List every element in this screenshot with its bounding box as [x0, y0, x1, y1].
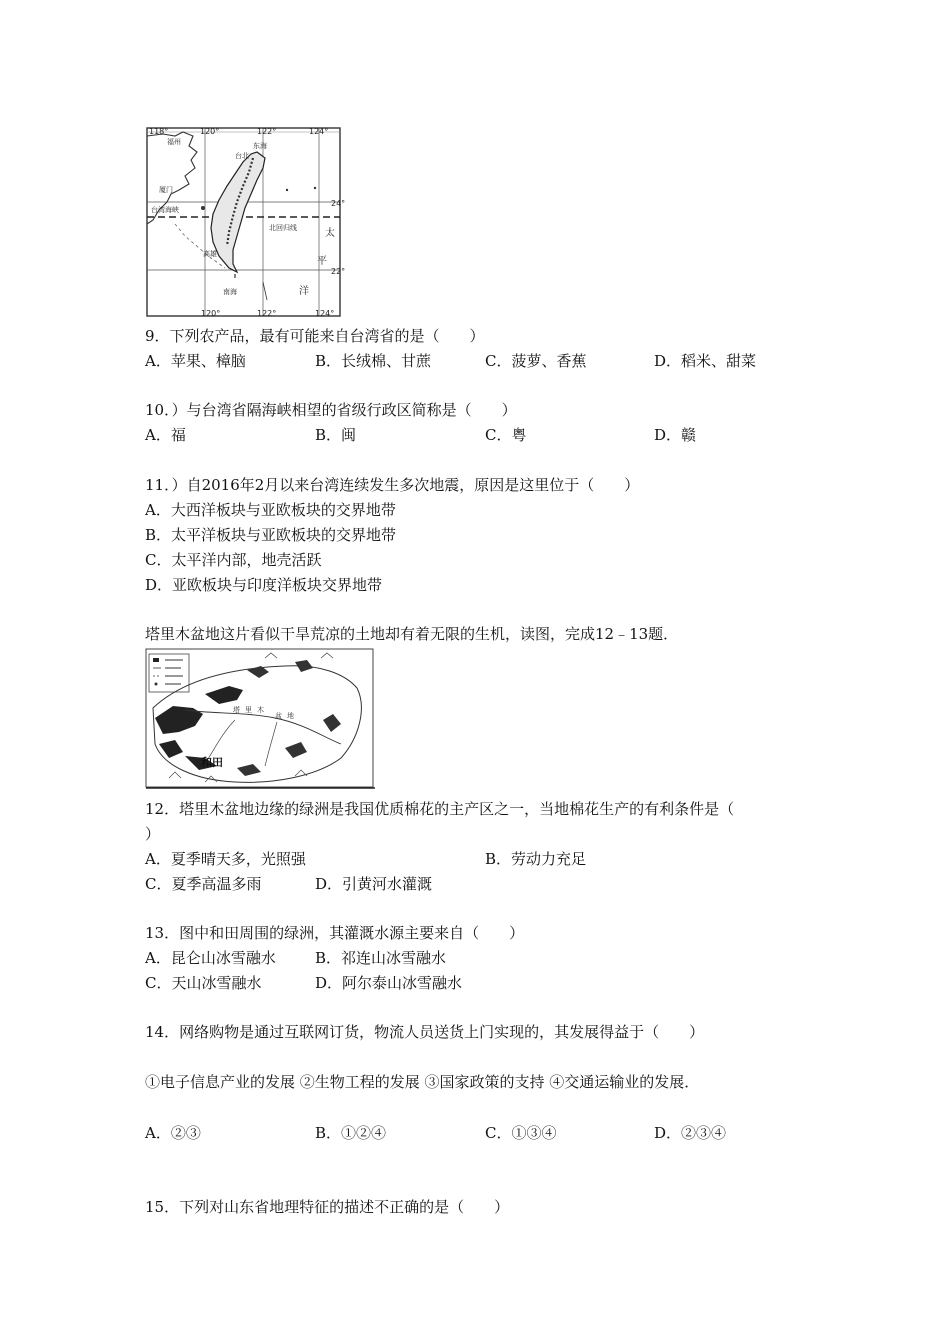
q9-option-d[interactable]: D．稻米、甜菜	[654, 352, 757, 370]
q13-option-a[interactable]: A．昆仑山冰雪融水	[145, 949, 276, 967]
q10-option-d[interactable]: D．赣	[654, 426, 697, 444]
label-pacific-2: 平	[317, 256, 327, 267]
q14-items: ①电子信息产业的发展 ②生物工程的发展 ③国家政策的支持 ④交通运输业的发展．	[145, 1073, 700, 1091]
label-pacific-1: 太	[325, 228, 335, 239]
label-gaoxiong: 高雄	[203, 250, 217, 258]
q11-option-b[interactable]: B．太平洋板块与亚欧板块的交界地带	[145, 526, 397, 544]
tarim-basin-figure	[145, 648, 375, 790]
q14-option-a[interactable]: A．②③	[145, 1124, 201, 1142]
q14-option-b[interactable]: B．①②④	[315, 1124, 387, 1142]
label-pacific-3: 洋	[299, 286, 309, 297]
q12-option-c[interactable]: C．夏季高温多雨	[145, 875, 262, 893]
lon-tick-120: 120°	[200, 127, 220, 136]
tarim-river	[185, 710, 341, 744]
q13-option-b[interactable]: B．祁连山冰雪融水	[315, 949, 447, 967]
lat-tick-22: 22°	[331, 267, 345, 276]
map2-label-hotan: 和田	[201, 756, 223, 769]
lat-tick-24: 24°	[331, 199, 345, 208]
q9-option-b[interactable]: B．长绒棉、甘蔗	[315, 352, 432, 370]
map2-basin-char-3: 木	[257, 706, 264, 714]
q12-option-b[interactable]: B．劳动力充足	[485, 850, 587, 868]
label-xiamen: 厦门	[159, 186, 173, 194]
q14-option-d[interactable]: D．②③④	[654, 1124, 727, 1142]
label-taipei: 台北	[235, 152, 249, 160]
q11-stem: 11．）自2016年2月以来台湾连续发生多次地震，原因是这里位于（ ）	[145, 476, 640, 494]
q9-option-a[interactable]: A．苹果、樟脑	[145, 352, 246, 370]
q11-option-d[interactable]: D．亚欧板块与印度洋板块交界地带	[145, 576, 383, 594]
lon-tick-120-bottom: 120°	[201, 309, 221, 318]
q12-stem-line2: ）	[145, 825, 161, 843]
lon-tick-118: 118°	[149, 127, 169, 136]
q12-option-d[interactable]: D．引黄河水灌溉	[315, 875, 433, 893]
q14-option-c[interactable]: C．①③④	[485, 1124, 557, 1142]
taiwan-island	[211, 152, 265, 272]
map2-basin-char-5: 地	[287, 712, 294, 720]
q10-option-b[interactable]: B．闽	[315, 426, 357, 444]
taiwan-map-figure	[145, 124, 345, 320]
map2-basin-char-4: 盆	[275, 712, 282, 720]
q13-option-c[interactable]: C．天山冰雪融水	[145, 974, 262, 992]
label-south-sea: 南海	[223, 288, 237, 296]
q13-stem: 13．图中和田周围的绿洲，其灌溉水源主要来自（ ）	[145, 924, 525, 942]
tarim-basin-map	[145, 648, 375, 790]
penghu-islands	[201, 206, 205, 210]
q10-option-c[interactable]: C．粤	[485, 426, 527, 444]
oasis-west	[155, 706, 203, 734]
lon-tick-124-bottom: 124°	[315, 309, 335, 318]
q11-option-c[interactable]: C．太平洋内部，地壳活跃	[145, 551, 322, 569]
map2-basin-char-2: 里	[245, 706, 252, 714]
oasis-aksu	[205, 686, 243, 704]
q9-stem: 9．下列农产品，最有可能来自台湾省的是（ ）	[145, 327, 485, 345]
label-tropic: 北回归线	[269, 224, 297, 232]
q10-stem: 10．）与台湾省隔海峡相望的省级行政区简称是（ ）	[145, 401, 517, 419]
taiwan-map	[145, 124, 345, 320]
q11-option-a[interactable]: A．大西洋板块与亚欧板块的交界地带	[145, 501, 396, 519]
lon-tick-122-bottom: 122°	[257, 309, 277, 318]
label-east-sea: 东海	[253, 142, 267, 150]
label-fuzhou: 福州	[167, 138, 181, 146]
q9-option-c[interactable]: C．菠萝、香蕉	[485, 352, 587, 370]
q15-stem: 15．下列对山东省地理特征的描述不正确的是（ ）	[145, 1198, 510, 1216]
lon-tick-124: 124°	[309, 127, 329, 136]
q12-stem-line1: 12．塔里木盆地边缘的绿洲是我国优质棉花的主产区之一，当地棉花生产的有利条件是（	[145, 800, 735, 818]
q10-option-a[interactable]: A．福	[145, 426, 186, 444]
q14-stem: 14．网络购物是通过互联网订货，物流人员送货上门实现的，其发展得益于（ ）	[145, 1023, 705, 1041]
q12-option-a[interactable]: A．夏季晴天多，光照强	[145, 850, 306, 868]
intro-12-13: 塔里木盆地这片看似干旱荒凉的土地却有着无限的生机，读图，完成12﹣13题．	[145, 625, 679, 643]
q13-option-d[interactable]: D．阿尔泰山冰雪融水	[315, 974, 463, 992]
label-taiwan-strait: 台湾海峡	[151, 206, 179, 214]
map2-basin-char-1: 塔	[233, 706, 240, 714]
lon-tick-122: 122°	[257, 127, 277, 136]
